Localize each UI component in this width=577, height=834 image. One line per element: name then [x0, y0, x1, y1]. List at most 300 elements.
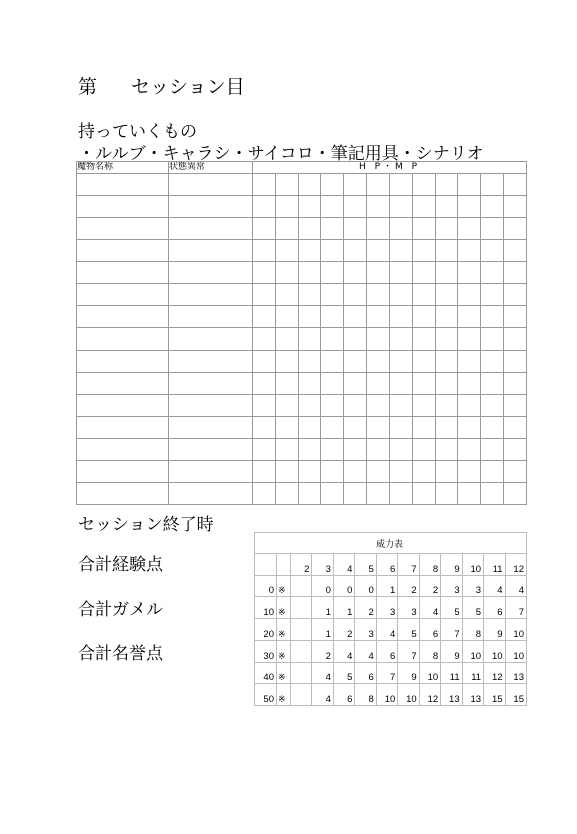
status-ailment-cell[interactable] — [169, 460, 253, 482]
hp-mp-cell[interactable] — [344, 416, 367, 438]
hp-mp-cell[interactable] — [275, 284, 298, 306]
status-ailment-cell[interactable] — [169, 174, 253, 196]
monster-name-cell[interactable] — [77, 218, 169, 240]
hp-mp-cell[interactable] — [504, 218, 527, 240]
damage-value: 0 — [355, 575, 376, 597]
monster-name-cell[interactable] — [77, 284, 169, 306]
hp-mp-cell[interactable] — [298, 240, 321, 262]
hp-mp-cell[interactable] — [458, 482, 481, 504]
hp-mp-cell[interactable] — [435, 284, 458, 306]
damage-value: 4 — [312, 662, 333, 684]
hp-mp-cell[interactable] — [298, 262, 321, 284]
session-prefix: 第 — [78, 76, 98, 98]
col-status-ailment: 状態異常 — [169, 162, 253, 174]
hp-mp-cell[interactable] — [344, 262, 367, 284]
note-mark: ※ — [277, 597, 291, 619]
hp-mp-cell[interactable] — [504, 240, 527, 262]
damage-value: 15 — [505, 684, 526, 706]
power-row — [255, 640, 527, 662]
hp-mp-cell[interactable] — [344, 218, 367, 240]
hp-mp-cell[interactable] — [458, 174, 481, 196]
hp-mp-cell[interactable] — [321, 196, 344, 218]
hp-mp-cell[interactable] — [321, 350, 344, 372]
damage-value: 4 — [312, 684, 333, 706]
hp-mp-cell[interactable] — [435, 416, 458, 438]
damage-value: 10 — [505, 640, 526, 662]
hp-mp-cell[interactable] — [367, 394, 390, 416]
hp-mp-cell[interactable] — [412, 262, 435, 284]
hp-mp-cell[interactable] — [412, 482, 435, 504]
hp-mp-cell[interactable] — [298, 328, 321, 350]
power-table-title-row — [255, 533, 527, 554]
hp-mp-cell[interactable] — [367, 416, 390, 438]
hp-mp-cell[interactable] — [504, 372, 527, 394]
status-ailment-cell[interactable] — [169, 306, 253, 328]
status-ailment-cell[interactable] — [169, 438, 253, 460]
hp-mp-cell[interactable] — [344, 372, 367, 394]
hp-mp-cell[interactable] — [435, 372, 458, 394]
roll-column-header: 6 — [376, 554, 397, 576]
damage-value: 2 — [398, 575, 419, 597]
hp-mp-cell[interactable] — [253, 284, 276, 306]
hp-mp-cell[interactable] — [253, 482, 276, 504]
hp-mp-cell[interactable] — [481, 482, 504, 504]
hp-mp-cell[interactable] — [504, 416, 527, 438]
hp-mp-cell[interactable] — [458, 240, 481, 262]
monster-name-cell[interactable] — [77, 174, 169, 196]
hp-mp-cell[interactable] — [435, 350, 458, 372]
damage-value: 7 — [398, 640, 419, 662]
damage-value: 6 — [355, 662, 376, 684]
hp-mp-cell[interactable] — [275, 328, 298, 350]
hp-mp-cell[interactable] — [389, 438, 412, 460]
hp-mp-cell[interactable] — [367, 284, 390, 306]
hp-mp-cell[interactable] — [412, 350, 435, 372]
hp-mp-cell[interactable] — [412, 284, 435, 306]
hp-mp-cell[interactable] — [367, 262, 390, 284]
status-ailment-cell[interactable] — [169, 284, 253, 306]
damage-value — [291, 597, 312, 619]
hp-mp-cell[interactable] — [253, 174, 276, 196]
hp-mp-cell[interactable] — [504, 284, 527, 306]
hp-mp-cell[interactable] — [321, 262, 344, 284]
hp-mp-cell[interactable] — [389, 240, 412, 262]
hp-mp-cell[interactable] — [367, 460, 390, 482]
hp-mp-cell[interactable] — [321, 394, 344, 416]
hp-mp-cell[interactable] — [389, 350, 412, 372]
hp-mp-cell[interactable] — [481, 350, 504, 372]
hp-mp-cell[interactable] — [412, 174, 435, 196]
damage-value: 8 — [462, 619, 483, 641]
hp-mp-cell[interactable] — [458, 372, 481, 394]
hp-mp-cell[interactable] — [275, 240, 298, 262]
hp-mp-cell[interactable] — [458, 284, 481, 306]
hp-mp-cell[interactable] — [344, 350, 367, 372]
hp-mp-cell[interactable] — [389, 328, 412, 350]
hp-mp-cell[interactable] — [321, 438, 344, 460]
hp-mp-cell[interactable] — [412, 372, 435, 394]
hp-mp-cell[interactable] — [458, 438, 481, 460]
hp-mp-cell[interactable] — [504, 482, 527, 504]
damage-value: 3 — [441, 575, 462, 597]
hp-mp-cell[interactable] — [435, 438, 458, 460]
hp-mp-cell[interactable] — [504, 196, 527, 218]
status-ailment-cell[interactable] — [169, 350, 253, 372]
hp-mp-cell[interactable] — [321, 328, 344, 350]
damage-value: 5 — [333, 662, 354, 684]
damage-value — [291, 662, 312, 684]
roll-column-header: 9 — [441, 554, 462, 576]
hp-mp-cell[interactable] — [435, 328, 458, 350]
hp-mp-cell[interactable] — [275, 438, 298, 460]
hp-mp-cell[interactable] — [458, 306, 481, 328]
hp-mp-cell[interactable] — [367, 196, 390, 218]
damage-value: 6 — [484, 597, 505, 619]
hp-mp-cell[interactable] — [367, 174, 390, 196]
monster-name-cell[interactable] — [77, 328, 169, 350]
hp-mp-cell[interactable] — [344, 174, 367, 196]
hp-mp-cell[interactable] — [481, 438, 504, 460]
damage-value: 5 — [441, 597, 462, 619]
hp-mp-cell[interactable] — [481, 196, 504, 218]
monster-table-header — [77, 162, 527, 174]
hp-mp-cell[interactable] — [458, 350, 481, 372]
status-ailment-cell[interactable] — [169, 416, 253, 438]
monster-name-cell[interactable] — [77, 262, 169, 284]
damage-value: 11 — [441, 662, 462, 684]
hp-mp-cell[interactable] — [504, 460, 527, 482]
damage-value: 4 — [355, 640, 376, 662]
note-mark: ※ — [277, 640, 291, 662]
hp-mp-cell[interactable] — [253, 328, 276, 350]
hp-mp-cell[interactable] — [389, 306, 412, 328]
hp-mp-cell[interactable] — [298, 372, 321, 394]
damage-value: 4 — [333, 640, 354, 662]
damage-value: 7 — [376, 662, 397, 684]
hp-mp-cell[interactable] — [435, 394, 458, 416]
hp-mp-cell[interactable] — [389, 262, 412, 284]
hp-mp-cell[interactable] — [481, 218, 504, 240]
hp-mp-cell[interactable] — [435, 262, 458, 284]
hp-mp-cell[interactable] — [367, 240, 390, 262]
hp-mp-cell[interactable] — [435, 306, 458, 328]
power-row — [255, 619, 527, 641]
hp-mp-cell[interactable] — [275, 460, 298, 482]
hp-mp-cell[interactable] — [435, 240, 458, 262]
hp-mp-cell[interactable] — [298, 460, 321, 482]
hp-mp-cell[interactable] — [412, 460, 435, 482]
hp-mp-cell[interactable] — [344, 306, 367, 328]
power-value: 10 — [255, 597, 277, 619]
hp-mp-cell[interactable] — [275, 262, 298, 284]
hp-mp-cell[interactable] — [412, 240, 435, 262]
damage-value: 15 — [484, 684, 505, 706]
hp-mp-cell[interactable] — [481, 394, 504, 416]
damage-value: 13 — [462, 684, 483, 706]
hp-mp-cell[interactable] — [253, 262, 276, 284]
status-ailment-cell[interactable] — [169, 196, 253, 218]
hp-mp-cell[interactable] — [321, 482, 344, 504]
hp-mp-cell[interactable] — [275, 416, 298, 438]
damage-value: 9 — [398, 662, 419, 684]
roll-column-header: 7 — [398, 554, 419, 576]
note-mark: ※ — [277, 684, 291, 706]
hp-mp-cell[interactable] — [504, 306, 527, 328]
hp-mp-cell[interactable] — [344, 460, 367, 482]
hp-mp-cell[interactable] — [481, 416, 504, 438]
damage-value: 12 — [419, 684, 440, 706]
hp-mp-cell[interactable] — [412, 196, 435, 218]
damage-value: 4 — [484, 575, 505, 597]
hp-mp-cell[interactable] — [504, 394, 527, 416]
total-gamel-label: 合計ガメル — [78, 600, 163, 620]
hp-mp-cell[interactable] — [389, 416, 412, 438]
monster-name-cell[interactable] — [77, 438, 169, 460]
power-value: 20 — [255, 619, 277, 641]
monster-row — [77, 482, 527, 504]
power-row — [255, 575, 527, 597]
hp-mp-cell[interactable] — [481, 174, 504, 196]
hp-mp-cell[interactable] — [389, 196, 412, 218]
hp-mp-cell[interactable] — [344, 240, 367, 262]
power-table — [254, 532, 527, 706]
monster-name-cell[interactable] — [77, 394, 169, 416]
hp-mp-cell[interactable] — [504, 350, 527, 372]
hp-mp-cell[interactable] — [412, 416, 435, 438]
hp-mp-cell[interactable] — [458, 262, 481, 284]
hp-mp-cell[interactable] — [253, 394, 276, 416]
hp-mp-cell[interactable] — [321, 284, 344, 306]
damage-value: 5 — [398, 619, 419, 641]
damage-value: 10 — [484, 640, 505, 662]
hp-mp-cell[interactable] — [367, 218, 390, 240]
hp-mp-cell[interactable] — [344, 284, 367, 306]
hp-mp-cell[interactable] — [389, 372, 412, 394]
monster-name-cell[interactable] — [77, 350, 169, 372]
hp-mp-cell[interactable] — [275, 306, 298, 328]
corner-cell — [277, 554, 291, 576]
hp-mp-cell[interactable] — [321, 416, 344, 438]
hp-mp-cell[interactable] — [253, 438, 276, 460]
hp-mp-cell[interactable] — [435, 174, 458, 196]
damage-value: 7 — [441, 619, 462, 641]
power-value: 40 — [255, 662, 277, 684]
hp-mp-cell[interactable] — [344, 394, 367, 416]
damage-value: 10 — [505, 619, 526, 641]
monster-name-cell[interactable] — [77, 372, 169, 394]
hp-mp-cell[interactable] — [275, 196, 298, 218]
monster-row — [77, 196, 527, 218]
note-mark: ※ — [277, 619, 291, 641]
roll-column-header: 10 — [462, 554, 483, 576]
hp-mp-cell[interactable] — [321, 306, 344, 328]
hp-mp-cell[interactable] — [389, 460, 412, 482]
damage-value: 2 — [312, 640, 333, 662]
damage-value — [291, 619, 312, 641]
hp-mp-cell[interactable] — [367, 350, 390, 372]
damage-value: 3 — [398, 597, 419, 619]
total-honor-label: 合計名誉点 — [78, 644, 163, 664]
status-ailment-cell[interactable] — [169, 372, 253, 394]
hp-mp-cell[interactable] — [253, 416, 276, 438]
hp-mp-cell[interactable] — [298, 196, 321, 218]
hp-mp-cell[interactable] — [275, 372, 298, 394]
hp-mp-cell[interactable] — [367, 482, 390, 504]
hp-mp-cell[interactable] — [321, 372, 344, 394]
monster-name-cell[interactable] — [77, 482, 169, 504]
hp-mp-cell[interactable] — [298, 284, 321, 306]
hp-mp-cell[interactable] — [389, 218, 412, 240]
hp-mp-cell[interactable] — [253, 196, 276, 218]
damage-value: 8 — [419, 640, 440, 662]
hp-mp-cell[interactable] — [481, 240, 504, 262]
damage-value: 7 — [505, 597, 526, 619]
hp-mp-cell[interactable] — [435, 196, 458, 218]
hp-mp-cell[interactable] — [412, 218, 435, 240]
roll-column-header: 8 — [419, 554, 440, 576]
hp-mp-cell[interactable] — [412, 306, 435, 328]
session-suffix: セッション目 — [131, 76, 245, 98]
hp-mp-cell[interactable] — [275, 174, 298, 196]
col-hp-mp: H P・M P — [253, 162, 527, 174]
hp-mp-cell[interactable] — [253, 240, 276, 262]
total-exp-label: 合計経験点 — [78, 555, 163, 575]
hp-mp-cell[interactable] — [458, 394, 481, 416]
hp-mp-cell[interactable] — [481, 372, 504, 394]
hp-mp-cell[interactable] — [275, 218, 298, 240]
status-ailment-cell[interactable] — [169, 328, 253, 350]
hp-mp-cell[interactable] — [458, 416, 481, 438]
power-table-title: 威力表 — [255, 533, 527, 554]
hp-mp-cell[interactable] — [298, 438, 321, 460]
status-ailment-cell[interactable] — [169, 262, 253, 284]
damage-value: 1 — [376, 575, 397, 597]
damage-value: 11 — [462, 662, 483, 684]
hp-mp-cell[interactable] — [389, 394, 412, 416]
hp-mp-cell[interactable] — [504, 438, 527, 460]
hp-mp-cell[interactable] — [481, 262, 504, 284]
hp-mp-cell[interactable] — [344, 196, 367, 218]
status-ailment-cell[interactable] — [169, 394, 253, 416]
col-monster-name: 魔物名称 — [77, 162, 169, 174]
hp-mp-cell[interactable] — [298, 482, 321, 504]
hp-mp-cell[interactable] — [253, 460, 276, 482]
damage-value: 2 — [419, 575, 440, 597]
hp-mp-cell[interactable] — [481, 328, 504, 350]
note-mark: ※ — [277, 575, 291, 597]
hp-mp-cell[interactable] — [321, 174, 344, 196]
hp-mp-cell[interactable] — [435, 460, 458, 482]
hp-mp-cell[interactable] — [435, 482, 458, 504]
hp-mp-cell[interactable] — [481, 460, 504, 482]
damage-value: 9 — [441, 640, 462, 662]
hp-mp-cell[interactable] — [504, 174, 527, 196]
hp-mp-cell[interactable] — [321, 460, 344, 482]
hp-mp-cell[interactable] — [389, 174, 412, 196]
hp-mp-cell[interactable] — [253, 306, 276, 328]
damage-value: 1 — [312, 619, 333, 641]
hp-mp-cell[interactable] — [253, 218, 276, 240]
bring-title: 持っていくもの — [78, 122, 197, 142]
damage-value: 12 — [484, 662, 505, 684]
monster-row — [77, 306, 527, 328]
hp-mp-cell[interactable] — [344, 328, 367, 350]
status-ailment-cell[interactable] — [169, 218, 253, 240]
hp-mp-cell[interactable] — [481, 306, 504, 328]
hp-mp-cell[interactable] — [275, 482, 298, 504]
hp-mp-cell[interactable] — [435, 218, 458, 240]
hp-mp-cell[interactable] — [367, 372, 390, 394]
hp-mp-cell[interactable] — [253, 372, 276, 394]
hp-mp-cell[interactable] — [275, 350, 298, 372]
hp-mp-cell[interactable] — [367, 328, 390, 350]
damage-value: 10 — [376, 684, 397, 706]
hp-mp-cell[interactable] — [389, 284, 412, 306]
damage-value: 13 — [505, 662, 526, 684]
damage-value: 2 — [355, 597, 376, 619]
hp-mp-cell[interactable] — [344, 482, 367, 504]
hp-mp-cell[interactable] — [412, 394, 435, 416]
status-ailment-cell[interactable] — [169, 240, 253, 262]
session-number-heading — [78, 72, 245, 99]
hp-mp-cell[interactable] — [298, 394, 321, 416]
hp-mp-cell[interactable] — [298, 218, 321, 240]
damage-value: 13 — [441, 684, 462, 706]
hp-mp-cell[interactable] — [298, 306, 321, 328]
damage-value: 4 — [419, 597, 440, 619]
damage-value — [291, 684, 312, 706]
hp-mp-cell[interactable] — [458, 218, 481, 240]
hp-mp-cell[interactable] — [344, 438, 367, 460]
hp-mp-cell[interactable] — [298, 174, 321, 196]
damage-value: 10 — [398, 684, 419, 706]
hp-mp-cell[interactable] — [504, 262, 527, 284]
hp-mp-cell[interactable] — [412, 438, 435, 460]
hp-mp-cell[interactable] — [253, 350, 276, 372]
hp-mp-cell[interactable] — [298, 416, 321, 438]
status-ailment-cell[interactable] — [169, 482, 253, 504]
hp-mp-cell[interactable] — [458, 328, 481, 350]
power-value: 50 — [255, 684, 277, 706]
monster-name-cell[interactable] — [77, 196, 169, 218]
hp-mp-cell[interactable] — [298, 350, 321, 372]
monster-name-cell[interactable] — [77, 306, 169, 328]
monster-name-cell[interactable] — [77, 416, 169, 438]
roll-column-header: 5 — [355, 554, 376, 576]
monster-name-cell[interactable] — [77, 240, 169, 262]
hp-mp-cell[interactable] — [367, 306, 390, 328]
damage-value: 0 — [333, 575, 354, 597]
damage-value — [291, 575, 312, 597]
damage-value: 3 — [355, 619, 376, 641]
hp-mp-cell[interactable] — [321, 240, 344, 262]
hp-mp-cell[interactable] — [504, 328, 527, 350]
hp-mp-cell[interactable] — [389, 482, 412, 504]
hp-mp-cell[interactable] — [458, 196, 481, 218]
hp-mp-cell[interactable] — [275, 394, 298, 416]
monster-row — [77, 262, 527, 284]
monster-name-cell[interactable] — [77, 460, 169, 482]
hp-mp-cell[interactable] — [321, 218, 344, 240]
damage-value: 3 — [376, 597, 397, 619]
hp-mp-cell[interactable] — [412, 328, 435, 350]
hp-mp-cell[interactable] — [458, 460, 481, 482]
monster-row — [77, 284, 527, 306]
hp-mp-cell[interactable] — [367, 438, 390, 460]
power-columns-row — [255, 554, 527, 576]
monster-row — [77, 372, 527, 394]
hp-mp-cell[interactable] — [481, 284, 504, 306]
